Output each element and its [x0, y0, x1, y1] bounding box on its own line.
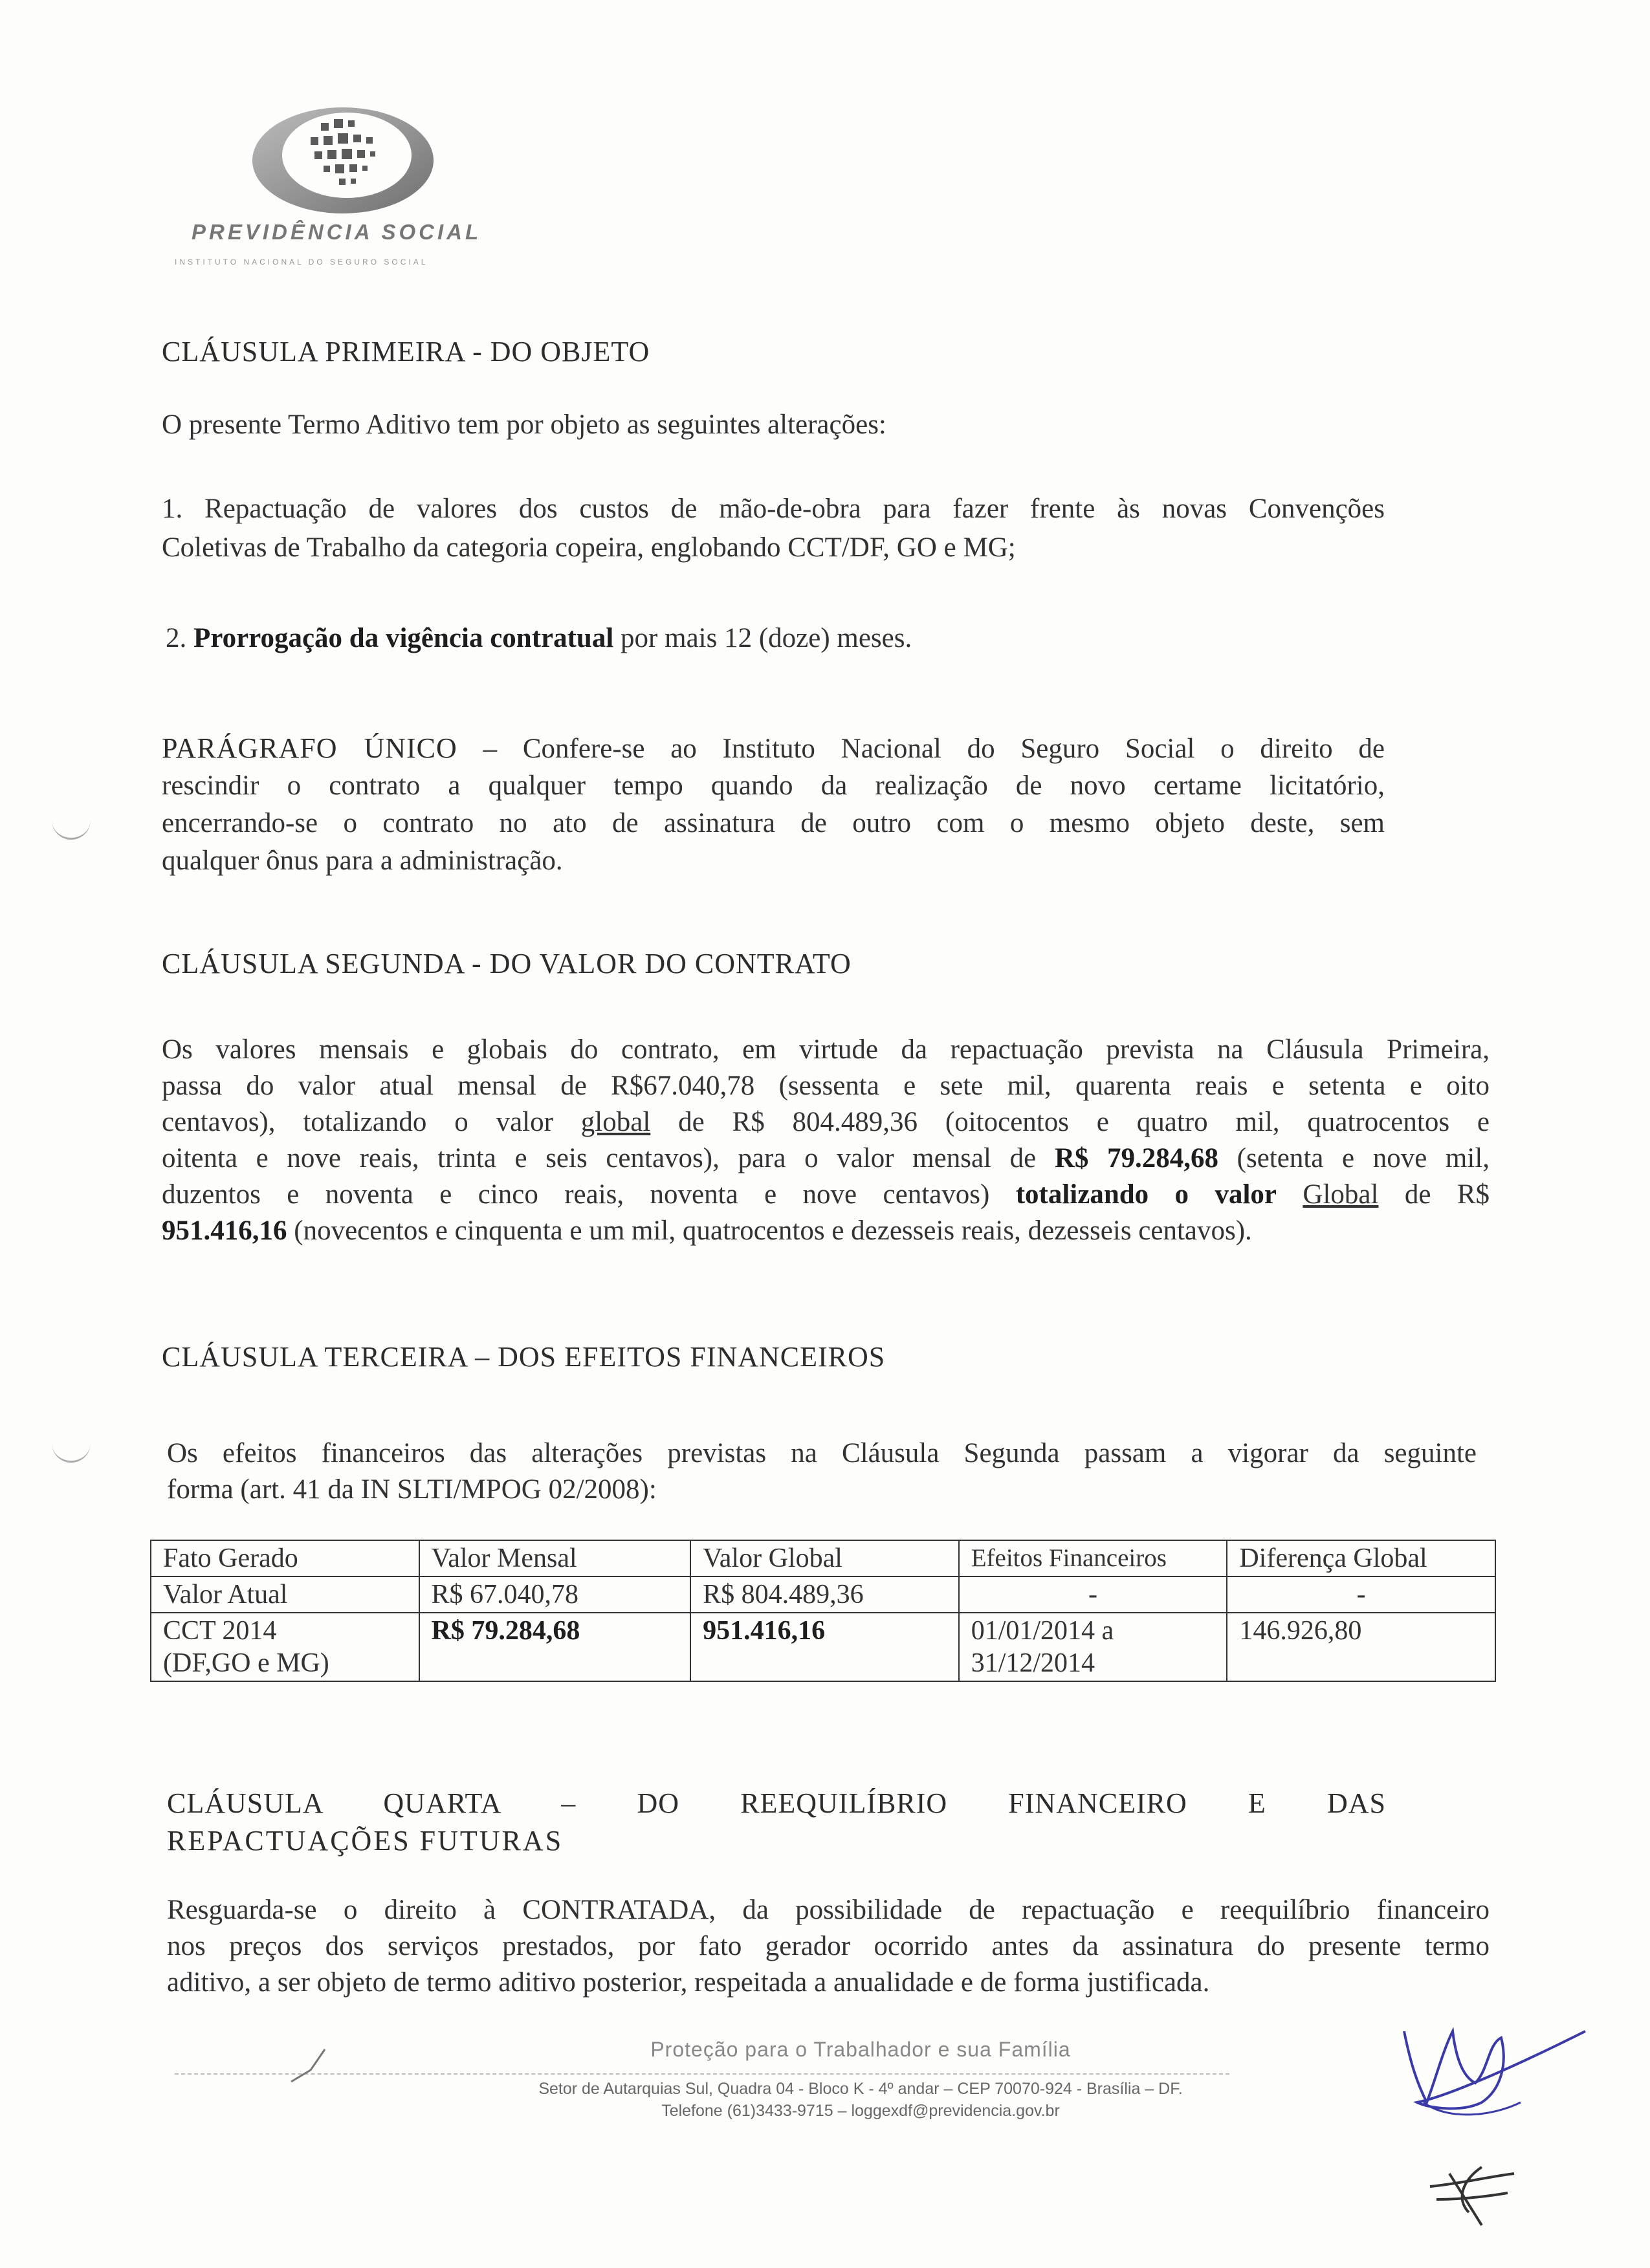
table-cell: R$ 804.489,36 [690, 1576, 959, 1613]
clausula-segunda-line-1: Os valores mensais e globais do contrato, em virtude da repactuação prevista na Cláusula Primeira, [162, 1034, 1490, 1065]
item-2 [166, 620, 912, 657]
paragrafo-text-1: – Confere-se ao Instituto Nacional do Seguro Social o direito de [483, 734, 1385, 764]
clausula-segunda-line-5 [162, 1176, 1490, 1213]
table-row [151, 1613, 1495, 1681]
clausula-segunda-line-2: passa do valor atual mensal de R$67.040,78 (sessenta e sete mil, quarenta reais e setenta e oito [162, 1071, 1490, 1101]
paragrafo-line-4: qualquer ônus para a administração. [162, 845, 563, 876]
cell-line: 01/01/2014 a [971, 1616, 1114, 1646]
clausula-quarta-line-3: aditivo, a ser objeto de termo aditivo posterior, respeitada a anualidade e de forma justificada. [167, 1967, 1210, 1998]
paragrafo-line-3: encerrando-se o contrato no ato de assinatura de outro com o mesmo objeto deste, sem [162, 808, 1385, 838]
c2-l3-global: global [580, 1107, 651, 1137]
clausula-quarta-line-1: Resguarda-se o direito à CONTRATADA, da possibilidade de repactuação e reequilíbrio financeiro [167, 1895, 1490, 1925]
previdencia-logo [194, 84, 492, 278]
paragrafo-line-1 [162, 730, 1385, 767]
clausula-quarta-title-line-1: CLÁUSULA QUARTA – DO REEQUILÍBRIO FINANCEIRO E DAS [167, 1787, 1386, 1819]
footer-address: Setor de Autarquias Sul, Quadra 04 - Bloco K - 4º andar – CEP 70070-924 - Brasília – DF. [538, 2080, 1183, 2098]
table-header-row [151, 1540, 1495, 1576]
clausula-segunda-line-4 [162, 1140, 1490, 1177]
c2-l4-c: (setenta e nove mil, [1237, 1143, 1490, 1173]
table-cell: - [1227, 1576, 1495, 1613]
c2-l6-value: 951.416,16 [162, 1216, 287, 1246]
c2-l4-value: R$ 79.284,68 [1054, 1143, 1219, 1173]
clausula-terceira-line-1: Os efeitos financeiros das alterações previstas na Cláusula Segunda passam a vigorar da seguinte [167, 1438, 1477, 1468]
paragrafo-line-2: rescindir o contrato a qualquer tempo quando da realização de novo certame licitatório, [162, 770, 1385, 801]
paragrafo-label: PARÁGRAFO ÚNICO [162, 732, 457, 764]
clausula-terceira-title: CLÁUSULA TERCEIRA – DOS EFEITOS FINANCEIROS [162, 1341, 886, 1373]
cell-line: (DF,GO e MG) [163, 1648, 329, 1678]
footer-contact: Telefone (61)3433-9715 – loggexdf@previdencia.gov.br [661, 2102, 1060, 2120]
c2-l5-a: duzentos e noventa e cinco reais, noventa e nove centavos) [162, 1179, 990, 1210]
item-2-bold: Prorrogação da vigência contratual [193, 623, 614, 653]
c2-l5-bold: totalizando o valor [1015, 1179, 1277, 1210]
item-1-line-2: Coletivas de Trabalho da categoria copeira, englobando CCT/DF, GO e MG; [162, 532, 1016, 563]
pen-tick-mark [285, 2044, 336, 2089]
punch-hole-mark [52, 1435, 91, 1463]
footer-slogan: Proteção para o Trabalhador e sua Família [650, 2038, 1071, 2061]
clausula-segunda-title: CLÁUSULA SEGUNDA - DO VALOR DO CONTRATO [162, 948, 852, 979]
item-1-line-1: 1. Repactuação de valores dos custos de mão-de-obra para fazer frente às novas Convenções [162, 494, 1385, 524]
c2-l6-b: (novecentos e cinquenta e um mil, quatrocentos e dezesseis reais, dezesseis centavos). [294, 1216, 1252, 1246]
c2-l4-a: oitenta e nove reais, trinta e seis centavos), para o valor mensal de [162, 1143, 1037, 1173]
table-cell: - [959, 1576, 1227, 1613]
org-subtitle: INSTITUTO NACIONAL DO SEGURO SOCIAL [175, 257, 428, 267]
cell-value: 951.416,16 [703, 1616, 826, 1646]
c2-l3-a: centavos), totalizando o valor [162, 1107, 553, 1137]
punch-hole-mark [52, 812, 91, 840]
table-cell: 146.926,80 [1227, 1613, 1495, 1681]
table-cell [959, 1613, 1227, 1681]
table-row [151, 1576, 1495, 1613]
efeitos-financeiros-table [150, 1540, 1496, 1682]
cell-line: 31/12/2014 [971, 1648, 1095, 1678]
cell-line: CCT 2014 [163, 1616, 277, 1646]
c2-l5-c: de R$ [1404, 1179, 1490, 1210]
table-cell [690, 1613, 959, 1681]
table-header: Valor Mensal [419, 1540, 691, 1576]
clausula-segunda-line-3 [162, 1104, 1490, 1140]
table-cell: R$ 67.040,78 [419, 1576, 691, 1613]
handwritten-signature-icon [1391, 2005, 1605, 2238]
item-2-rest: por mais 12 (doze) meses. [621, 623, 912, 653]
table-header: Efeitos Financeiros [959, 1540, 1227, 1576]
clausula-terceira-line-2: forma (art. 41 da IN SLTI/MPOG 02/2008): [167, 1474, 657, 1505]
table-cell [151, 1613, 419, 1681]
clausula-primeira-title: CLÁUSULA PRIMEIRA - DO OBJETO [162, 336, 650, 367]
clausula-segunda-line-6 [162, 1212, 1252, 1249]
table-header: Diferença Global [1227, 1540, 1495, 1576]
table-header: Fato Gerado [151, 1540, 419, 1576]
item-2-number: 2. [166, 623, 187, 653]
org-name: PREVIDÊNCIA SOCIAL [192, 220, 482, 244]
c2-l3-b: de R$ 804.489,36 (oitocentos e quatro mil, quatrocentos e [678, 1107, 1490, 1137]
clausula-quarta-title-line-2: REPACTUAÇÕES FUTURAS [167, 1825, 564, 1857]
c2-l5-global: Global [1303, 1179, 1379, 1210]
clausula-quarta-line-2: nos preços dos serviços prestados, por fato gerador ocorrido antes da assinatura do presente termo [167, 1931, 1490, 1961]
table-header: Valor Global [690, 1540, 959, 1576]
cell-value: R$ 79.284,68 [431, 1616, 580, 1646]
table-cell: Valor Atual [151, 1576, 419, 1613]
table-cell [419, 1613, 691, 1681]
clausula-primeira-intro: O presente Termo Aditivo tem por objeto as seguintes alterações: [162, 409, 886, 440]
